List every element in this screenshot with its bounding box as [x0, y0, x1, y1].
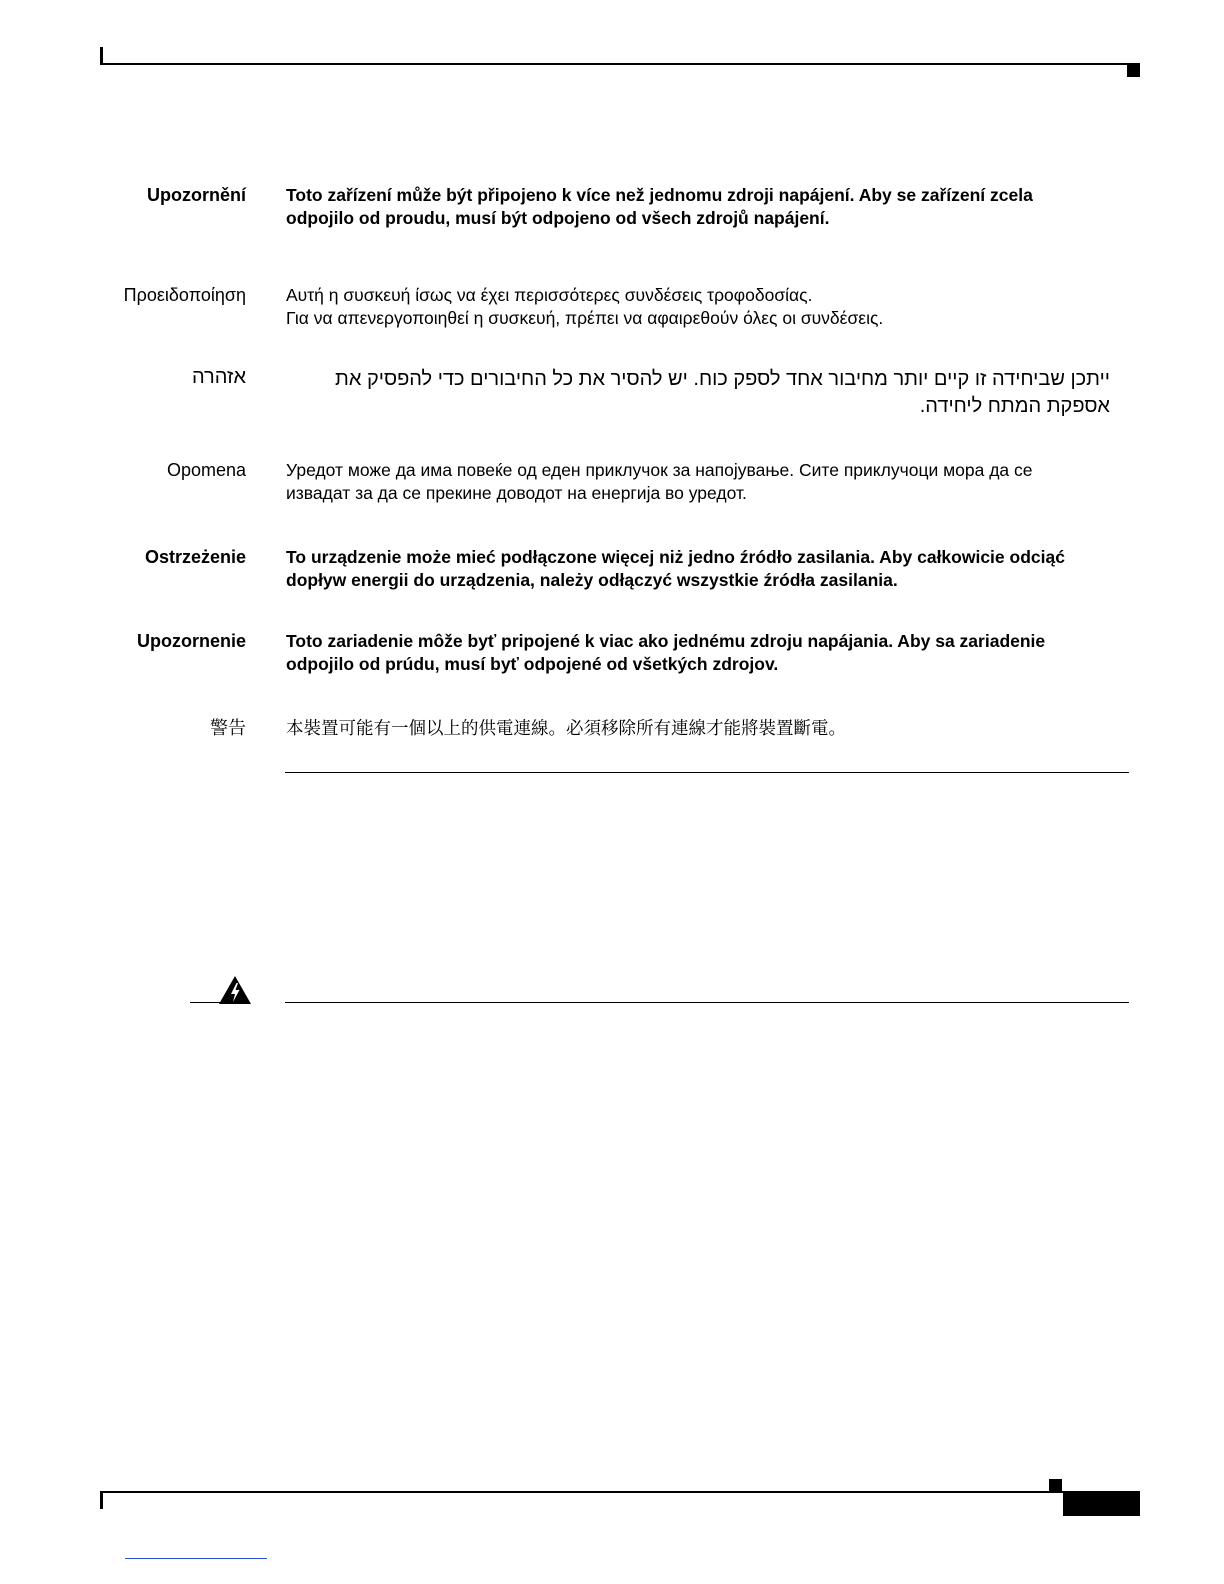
warning-top-rule — [285, 1002, 1129, 1003]
warning-language-label: Upozornění — [147, 185, 246, 205]
warning-text — [284, 366, 1110, 420]
warning-text-line: To urządzenie może mieć podłączone więcej niż jedno źródło zasilania. Aby całkowicie odciąć — [286, 547, 1065, 567]
warning-language-label: Opomena — [166, 460, 246, 480]
warning-text — [286, 630, 1136, 676]
warning-language-label: Ostrzeżenie — [144, 547, 246, 567]
warning-text — [286, 284, 1136, 330]
header-rule — [100, 63, 1140, 65]
warning-text — [286, 459, 1136, 505]
warning-text-line: Για να απενεργοποιηθεί η συσκευή, πρέπει να αφαιρεθούν όλες οι συνδέσεις. — [286, 308, 884, 328]
warning-text-line: Toto zařízení může být připojeno k více než jednomu zdroji napájení. Aby se zařízení zcela — [286, 185, 1033, 205]
warning-text-line: Toto zariadenie môže byť pripojené k viac ako jednému zdroju napájania. Aby sa zariadenie — [286, 631, 1046, 651]
header-right-marker — [1127, 64, 1140, 77]
header-left-tick — [100, 47, 103, 64]
warning-triangle-lightning-icon — [218, 975, 252, 1005]
warning-text — [286, 546, 1136, 592]
footer-link-underline[interactable] — [125, 1558, 267, 1559]
warning-icon-underline — [190, 1002, 250, 1003]
footer-page-number-box — [1063, 1492, 1140, 1516]
warning-text-line: אספקת המתח ליחידה. — [919, 395, 1110, 417]
warning-text-line: 本裝置可能有一個以上的供電連線。必須移除所有連線才能將裝置斷電。 — [286, 718, 846, 738]
warning-language-label: Upozornenie — [136, 631, 246, 651]
warning-text-line: dopływ energii do urządzenia, należy odłączyć wszystkie źródła zasilania. — [286, 570, 898, 590]
warning-text-line: ייתכן שביחידה זו קיים יותר מחיבור אחד לספק כוח. יש להסיר את כל החיבורים כדי להפסיק את — [335, 368, 1110, 390]
warning-text-line: odpojilo od prúdu, musí byť odpojené od všetkých zdrojov. — [286, 654, 779, 674]
warning-text-line: Αυτή η συσκευή ίσως να έχει περισσότερες συνδέσεις τροφοδοσίας. — [286, 285, 813, 305]
warning-language-label: אזהרה — [191, 366, 246, 388]
warning-text-line: Уредот може да има повеќе од еден приклучок за напојување. Сите приклучоци мора да се — [286, 460, 1033, 480]
warning-language-label: Προειδοποίηση — [123, 285, 246, 305]
warning-text-line: odpojilo od proudu, musí být odpojeno od všech zdrojů napájení. — [286, 208, 830, 228]
section-separator — [285, 772, 1129, 773]
warning-text — [286, 184, 1136, 230]
warning-language-label: 警告 — [210, 718, 246, 738]
warning-text — [286, 717, 1136, 740]
footer-rule — [100, 1491, 1140, 1493]
footer-left-tick — [100, 1492, 103, 1509]
warning-text-line: извадат за да се прекине доводот на енергија во уредот. — [286, 483, 747, 503]
